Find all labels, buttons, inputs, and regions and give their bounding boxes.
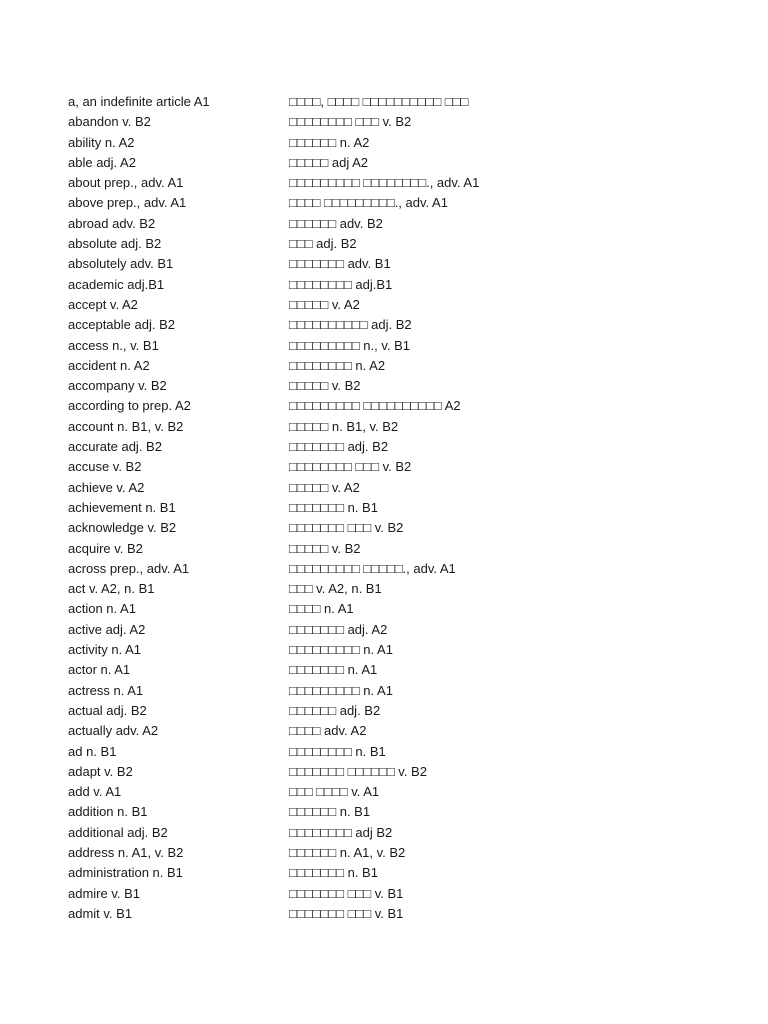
vocab-row [68, 92, 748, 112]
vocab-row [68, 417, 748, 437]
vocab-row [68, 640, 748, 660]
vocab-row [68, 823, 748, 843]
translation-term: □□□□□□□ adj. A2 [289, 621, 388, 637]
translation-term: □□□□□□ n. A1, v. B2 [289, 844, 406, 860]
translation-term: □□□□□□□□ n. A2 [289, 357, 386, 373]
vocab-row [68, 539, 748, 559]
english-term: administration n. B1 [68, 865, 183, 881]
vocab-row [68, 884, 748, 904]
translation-term: □□□□□□□□ □□□ v. B2 [289, 114, 412, 130]
vocab-row [68, 498, 748, 518]
vocab-row [68, 742, 748, 762]
english-term: able adj. A2 [68, 154, 136, 170]
vocab-row [68, 214, 748, 234]
english-term: accept v. A2 [68, 296, 138, 312]
vocab-row [68, 478, 748, 498]
translation-term: □□□□□□ n. B1 [289, 804, 371, 820]
vocab-row [68, 295, 748, 315]
english-term: absolute adj. B2 [68, 236, 162, 252]
english-term: actor n. A1 [68, 662, 131, 678]
translation-term: □□□□□□□ □□□ v. B1 [289, 885, 404, 901]
translation-term: □□□□□□ adv. B2 [289, 215, 383, 231]
vocabulary-list [68, 92, 748, 924]
vocab-row [68, 457, 748, 477]
vocab-row [68, 620, 748, 640]
translation-term: □□□□□□□□ adj B2 [289, 824, 393, 840]
english-term: additional adj. B2 [68, 824, 168, 840]
vocab-row [68, 802, 748, 822]
vocab-row [68, 762, 748, 782]
vocab-row [68, 234, 748, 254]
translation-term: □□□□□ adj A2 [289, 154, 369, 170]
translation-term: □□□□□□□□ □□□ v. B2 [289, 459, 412, 475]
vocab-row [68, 173, 748, 193]
vocab-row [68, 721, 748, 741]
english-term: academic adj.B1 [68, 276, 165, 292]
translation-term: □□□□□□□□□ n. A1 [289, 682, 393, 698]
vocab-row [68, 579, 748, 599]
english-term: actually adv. A2 [68, 723, 159, 739]
english-term: ability n. A2 [68, 134, 135, 150]
translation-term: □□□□, □□□□ □□□□□□□□□□ □□□ [289, 94, 469, 109]
english-term: abandon v. B2 [68, 114, 151, 130]
english-term: actual adj. B2 [68, 702, 147, 718]
vocab-row [68, 193, 748, 213]
english-term: admire v. B1 [68, 885, 141, 901]
translation-term: □□□□ adv. A2 [289, 723, 367, 739]
translation-term: □□□□□ v. A2 [289, 296, 360, 312]
translation-term: □□□□□ v. B2 [289, 378, 361, 394]
translation-term: □□□ adj. B2 [289, 236, 357, 252]
translation-term: □□□□□□□□ n. B1 [289, 743, 386, 759]
english-term: achieve v. A2 [68, 479, 145, 495]
translation-term: □□□□□□□ n. B1 [289, 499, 378, 515]
vocab-row [68, 336, 748, 356]
translation-term: □□□□□ n. B1, v. B2 [289, 418, 399, 434]
english-term: active adj. A2 [68, 621, 146, 637]
translation-term: □□□□ n. A1 [289, 601, 354, 617]
english-term: acceptable adj. B2 [68, 317, 175, 333]
vocab-row [68, 843, 748, 863]
translation-term: □□□□□□□ n. A1 [289, 662, 378, 678]
translation-term: □□□□□□□ adj. B2 [289, 439, 389, 455]
vocab-row [68, 376, 748, 396]
vocab-row [68, 275, 748, 295]
english-term: about prep., adv. A1 [68, 175, 184, 191]
english-term: add v. A1 [68, 784, 122, 800]
translation-term: □□□□□□□□□ □□□□□□□□., adv. A1 [289, 175, 480, 191]
vocab-row [68, 254, 748, 274]
english-term: a, an indefinite article A1 [68, 94, 210, 109]
translation-term: □□□□□□□□□ n., v. B1 [289, 337, 411, 353]
english-term: ad n. B1 [68, 743, 117, 759]
english-term: accident n. A2 [68, 357, 150, 373]
vocab-row [68, 153, 748, 173]
english-term: according to prep. A2 [68, 398, 191, 414]
vocab-row [68, 133, 748, 153]
translation-term: □□□□□□□□□□ adj. B2 [289, 317, 412, 333]
english-term: addition n. B1 [68, 804, 148, 820]
english-term: access n., v. B1 [68, 337, 159, 353]
translation-term: □□□□□□□□□ n. A1 [289, 642, 393, 658]
english-term: address n. A1, v. B2 [68, 844, 184, 860]
translation-term: □□□□□□□ □□□ v. B2 [289, 520, 404, 536]
translation-term: □□□□□□ adj. B2 [289, 702, 381, 718]
vocab-row [68, 396, 748, 416]
english-term: achievement n. B1 [68, 499, 176, 515]
translation-term: □□□□□□□ □□□ v. B1 [289, 905, 404, 921]
translation-term: □□□□□□□ adv. B1 [289, 256, 391, 272]
translation-term: □□□□ □□□□□□□□□., adv. A1 [289, 195, 448, 211]
translation-term: □□□□□□□ □□□□□□ v. B2 [289, 763, 427, 779]
translation-term: □□□□□□□□□ □□□□□., adv. A1 [289, 560, 456, 576]
translation-term: □□□□□ v. B2 [289, 540, 361, 556]
english-term: accompany v. B2 [68, 378, 167, 394]
vocab-row [68, 518, 748, 538]
english-term: acquire v. B2 [68, 540, 143, 556]
translation-term: □□□□□□□ n. B1 [289, 865, 378, 881]
translation-term: □□□□□□□□□ □□□□□□□□□□ A2 [289, 398, 461, 414]
vocab-row [68, 315, 748, 335]
english-term: activity n. A1 [68, 642, 141, 658]
vocab-row [68, 681, 748, 701]
english-term: act v. A2, n. B1 [68, 581, 155, 597]
english-term: adapt v. B2 [68, 763, 133, 779]
vocab-row [68, 112, 748, 132]
vocab-row [68, 437, 748, 457]
vocab-row [68, 660, 748, 680]
translation-term: □□□ v. A2, n. B1 [289, 581, 382, 597]
english-term: acknowledge v. B2 [68, 520, 177, 536]
english-term: accuse v. B2 [68, 459, 142, 475]
english-term: across prep., adv. A1 [68, 560, 190, 576]
english-term: account n. B1, v. B2 [68, 418, 184, 434]
vocab-row [68, 599, 748, 619]
english-term: accurate adj. B2 [68, 439, 162, 455]
translation-term: □□□□□□ n. A2 [289, 134, 370, 150]
vocab-row [68, 863, 748, 883]
english-term: above prep., adv. A1 [68, 195, 187, 211]
vocab-row [68, 559, 748, 579]
vocab-row [68, 356, 748, 376]
translation-term: □□□□□□□□ adj.B1 [289, 276, 393, 292]
english-term: actress n. A1 [68, 682, 144, 698]
vocab-row [68, 701, 748, 721]
translation-term: □□□ □□□□ v. A1 [289, 784, 380, 800]
vocab-row [68, 782, 748, 802]
english-term: admit v. B1 [68, 905, 133, 921]
translation-term: □□□□□ v. A2 [289, 479, 360, 495]
english-term: action n. A1 [68, 601, 136, 617]
english-term: absolutely adv. B1 [68, 256, 174, 272]
vocab-row [68, 904, 748, 924]
english-term: abroad adv. B2 [68, 215, 156, 231]
